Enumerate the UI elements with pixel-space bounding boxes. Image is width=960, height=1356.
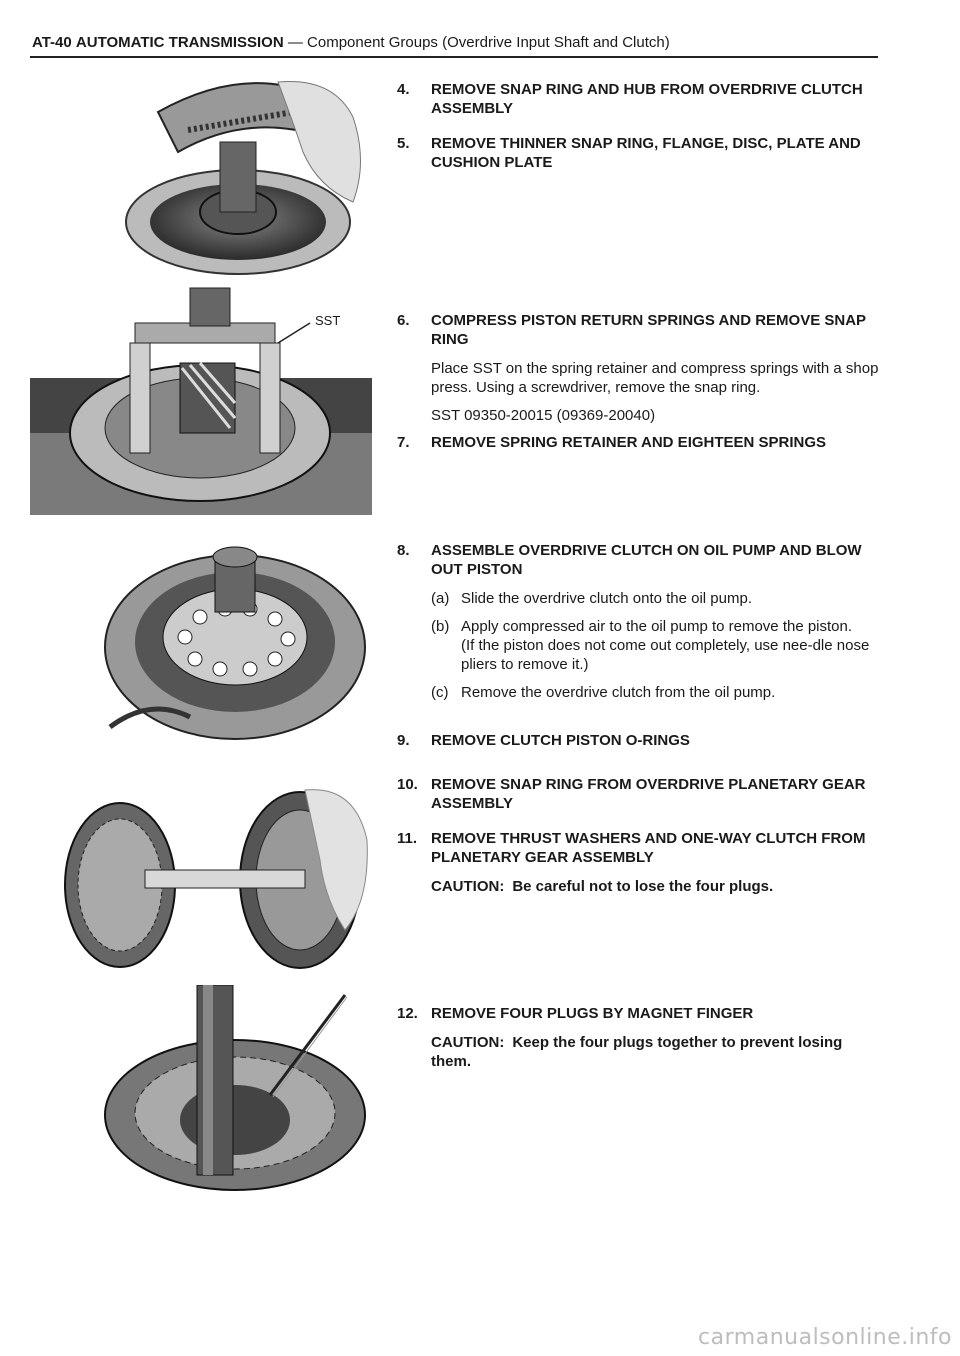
section-subtitle: Component Groups (Overdrive Input Shaft and Clutch) xyxy=(307,34,670,51)
step-number: 11. xyxy=(397,830,418,847)
substep-c xyxy=(431,683,879,702)
step-title: REMOVE THRUST WASHERS AND ONE-WAY CLUTCH FROM PLANETARY GEAR ASSEMBLY xyxy=(431,830,866,866)
step-7 xyxy=(397,433,879,462)
watermark: carmanualsonline.info xyxy=(698,1325,952,1350)
step-11 xyxy=(397,829,879,896)
step-title: REMOVE SNAP RING AND HUB FROM OVERDRIVE CLUTCH ASSEMBLY xyxy=(431,81,863,117)
sst-part-numbers: SST 09350-20015 (09369-20040) xyxy=(431,407,656,424)
substep-label: (a) xyxy=(431,590,450,607)
step-title: COMPRESS PISTON RETURN SPRINGS AND REMOVE SNAP RING xyxy=(431,312,866,348)
substep-label: (b) xyxy=(431,618,450,635)
step-number: 10. xyxy=(397,776,418,793)
substep-note: (If the piston does not come out completely, use nee-dle nose pliers to remove it.) xyxy=(461,637,870,673)
step-instruction: Place SST on the spring retainer and compress springs with a shop press. Using a screwdriver, remove the snap ring. xyxy=(431,360,879,396)
step-9 xyxy=(397,731,879,760)
step-title: REMOVE FOUR PLUGS BY MAGNET FINGER xyxy=(431,1005,754,1022)
page-code: AT-40 xyxy=(32,34,72,51)
step-12 xyxy=(397,1004,879,1071)
figure-planetary-gear xyxy=(55,780,373,978)
caution-text: Be careful not to lose the four plugs. xyxy=(512,878,774,895)
substep-a xyxy=(431,589,879,608)
step-number: 5. xyxy=(397,135,410,152)
step-10 xyxy=(397,775,879,823)
caution-note xyxy=(431,877,879,896)
page-header xyxy=(32,34,878,52)
substep-text: Remove the overdrive clutch from the oil pump. xyxy=(461,684,776,701)
substep-text: Apply compressed air to the oil pump to remove the piston. xyxy=(461,618,853,635)
figure-oil-pump xyxy=(70,527,370,752)
step-title: REMOVE SNAP RING FROM OVERDRIVE PLANETARY GEAR ASSEMBLY xyxy=(431,776,866,812)
substep-label: (c) xyxy=(431,684,449,701)
step-number: 4. xyxy=(397,81,410,98)
caution-note xyxy=(431,1033,879,1071)
step-title: ASSEMBLE OVERDRIVE CLUTCH ON OIL PUMP AND BLOW OUT PISTON xyxy=(431,542,862,578)
step-number: 7. xyxy=(397,434,410,451)
figure-overdrive-clutch xyxy=(118,72,380,277)
step-8 xyxy=(397,541,879,711)
step-number: 9. xyxy=(397,732,410,749)
step-5 xyxy=(397,134,879,182)
caution-text: Keep the four plugs together to prevent losing them. xyxy=(431,1034,843,1070)
figure-magnet-finger xyxy=(95,985,375,1197)
header-dash: — xyxy=(287,34,303,51)
step-number: 6. xyxy=(397,312,410,329)
caution-label: CAUTION: xyxy=(431,878,505,895)
caution-label: CAUTION: xyxy=(431,1034,505,1051)
step-title: REMOVE THINNER SNAP RING, FLANGE, DISC, PLATE AND CUSHION PLATE xyxy=(431,135,861,171)
sst-callout-label: SST xyxy=(315,313,341,328)
substep-b xyxy=(431,617,879,674)
step-title: REMOVE SPRING RETAINER AND EIGHTEEN SPRINGS xyxy=(431,434,827,451)
step-number: 12. xyxy=(397,1005,418,1022)
step-title: REMOVE CLUTCH PISTON O-RINGS xyxy=(431,732,690,749)
section-title: AUTOMATIC TRANSMISSION xyxy=(75,34,284,51)
step-6 xyxy=(397,311,879,434)
header-rule xyxy=(30,56,878,58)
substep-text: Slide the overdrive clutch onto the oil pump. xyxy=(461,590,752,607)
step-4 xyxy=(397,80,879,128)
step-number: 8. xyxy=(397,542,410,559)
